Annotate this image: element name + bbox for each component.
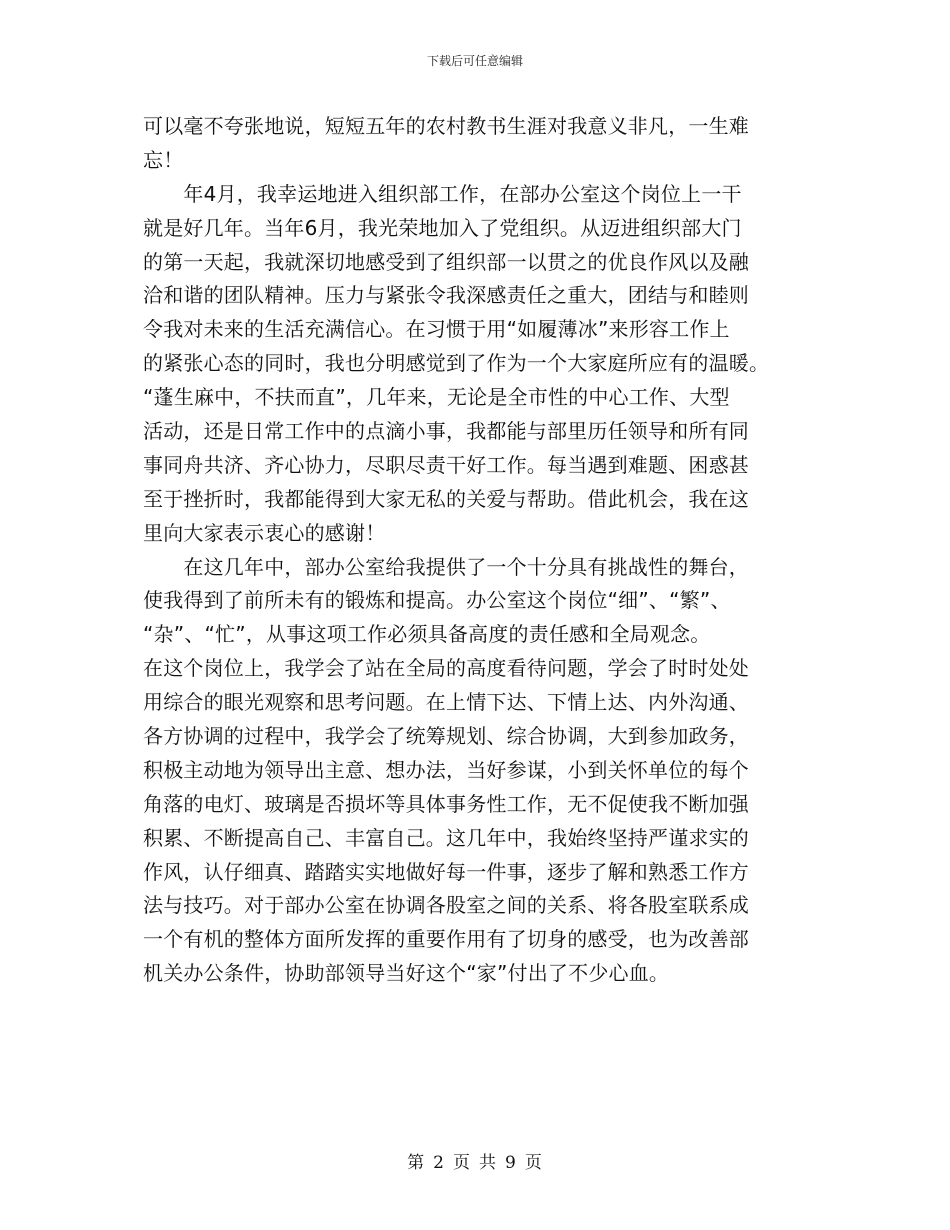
page-label: 页: [453, 1153, 471, 1173]
document-body: [143, 110, 798, 991]
page-header: [0, 53, 950, 69]
text-line: “蓬生麻中，不扶而直”，几年来，无论是全市性的中心工作、大型: [143, 385, 730, 410]
text-line: 事同舟共济、齐心协力，尽职尽责干好工作。每当遇到难题、困惑甚: [143, 452, 749, 477]
text-line: 就是好几年。当年6月，我光荣地加入了党组织。从迈进组织部大门: [143, 215, 742, 240]
current-page-number: 2: [433, 1153, 445, 1173]
page-label-prefix: 第: [407, 1153, 426, 1173]
text-line: 可以毫不夸张地说，短短五年的农村教书生涯对我意义非凡，一生难: [143, 114, 749, 138]
text-line: 在这个岗位上，我学会了站在全局的高度看待问题，学会了时时处处: [143, 656, 749, 681]
text-line: 活动，还是日常工作中的点滴小事，我都能与部里历任领导和所有同: [143, 419, 749, 444]
text-line: 用综合的眼光观察和思考问题。在上情下达、下情上达、内外沟通、: [143, 690, 749, 715]
total-pages-number: 9: [505, 1153, 517, 1173]
text-line: 角落的电灯、玻璃是否损坏等具体事务性工作，无不促使我不断加强: [143, 791, 749, 816]
total-label: 共: [479, 1153, 497, 1173]
page-label-suffix: 页: [524, 1153, 543, 1173]
text-line: 年4月，我幸运地进入组织部工作，在部办公室这个岗位上一干: [143, 181, 742, 206]
text-line: 机关办公条件，协助部领导当好这个“家”付出了不少心血。: [143, 961, 670, 986]
text-line: 洽和谐的团队精神。压力与紧张令我深感责任之重大，团结与和睦则: [143, 283, 749, 308]
text-line: “杂”、“忙”，从事这项工作必须具备高度的责任感和全局观念。: [143, 622, 711, 647]
text-line: 积极主动地为领导出主意、想办法，当好参谋，小到关怀单位的每个: [143, 757, 749, 782]
text-line: 法与技巧。对于部办公室在协调各股室之间的关系、将各股室联系成: [143, 893, 749, 918]
text-line: 里向大家表示衷心的感谢！: [143, 520, 386, 545]
text-line: 各方协调的过程中，我学会了统筹规划、综合协调，大到参加政务，: [143, 724, 749, 749]
text-line: 积累、不断提高自己、丰富自己。这几年中，我始终坚持严谨求实的: [143, 825, 749, 850]
text-line: 作风，认仔细真、踏踏实实地做好每一件事，逐步了解和熟悉工作方: [143, 859, 749, 884]
text-line: 一个有机的整体方面所发挥的重要作用有了切身的感受，也为改善部: [143, 927, 749, 952]
text-line: 的第一天起，我就深切地感受到了组织部一以贯之的优良作风以及融: [143, 249, 749, 274]
header-text: 下载后可任意编辑: [426, 54, 523, 68]
text-line: 使我得到了前所未有的锻炼和提高。办公室这个岗位“细”、“繁”、: [143, 588, 731, 613]
text-line: 令我对未来的生活充满信心。在习惯于用“如履薄冰”来形容工作上: [143, 317, 730, 342]
page-footer: [0, 1152, 950, 1174]
text-line: 的紧张心态的同时，我也分明感觉到了作为一个大家庭所应有的温暖。: [143, 351, 770, 376]
text-line: 在这几年中，部办公室给我提供了一个十分具有挑战性的舞台，: [143, 554, 749, 579]
text-line: 忘！: [143, 147, 184, 172]
text-line: 至于挫折时，我都能得到大家无私的关爱与帮助。借此机会，我在这: [143, 486, 749, 511]
